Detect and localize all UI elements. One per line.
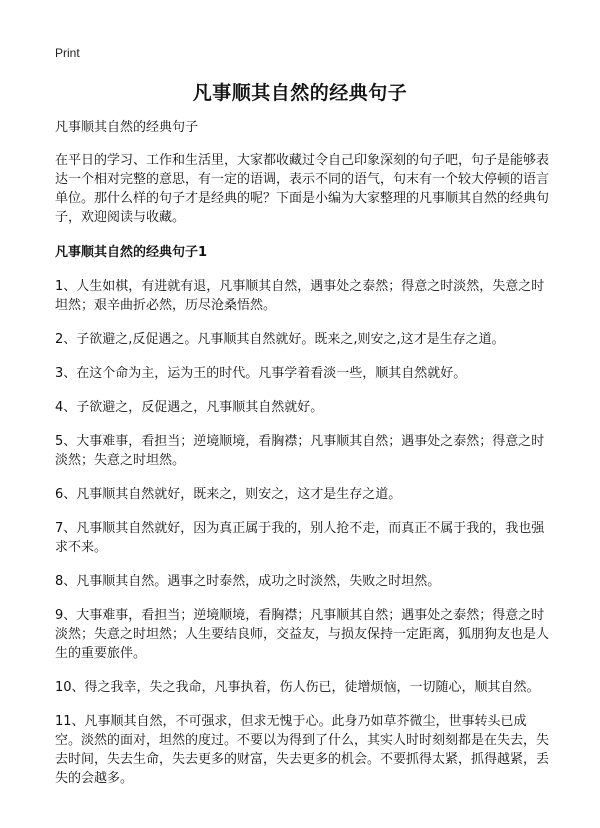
article-subtitle: 凡事顺其自然的经典句子 xyxy=(55,120,199,135)
list-item-7: 7、凡事顺其自然就好，因为真正属于我的，别人抢不走，而真正不属于我的，我也强求不来。 xyxy=(55,521,545,555)
intro-paragraph: 在平日的学习、工作和生活里，大家都收藏过令自己印象深刻的句子吧，句子是能够表达一个相对完整的意思，有一定的语调，表示不同的语气，句末有一个较大停顿的语言单位。那什么样的句子才是经典的呢？下面是小编为大家整理的凡事顺其自然的经典句子，欢迎阅读与收藏。 xyxy=(55,153,550,225)
page-title: 凡事顺其自然的经典句子 xyxy=(192,82,408,104)
article-body xyxy=(55,118,550,803)
list-item-9: 9、大事难事，看担当；逆境顺境，看胸襟；凡事顺其自然；遇事处之泰然；得意之时淡然；失意之时坦然；人生要结良师，交益友，与损友保持一定距离，狐朋狗友也是人生的重要旅伴。 xyxy=(55,608,550,661)
list-item-3: 3、在这个命为主，运为王的时代。凡事学着看淡一些，顺其自然就好。 xyxy=(55,366,467,381)
list-item-5: 5、大事难事，看担当；逆境顺境，看胸襟；凡事顺其自然；遇事处之泰然；得意之时淡然；失意之时坦然。 xyxy=(55,434,545,468)
print-link[interactable]: Print xyxy=(55,46,80,60)
list-item-1: 1、人生如棋，有进就有退，凡事顺其自然，遇事处之泰然；得意之时淡然，失意之时坦然；艰辛曲折必然，历尽沧桑悟然。 xyxy=(55,279,545,313)
list-item-6: 6、凡事顺其自然就好，既来之，则安之，这才是生存之道。 xyxy=(55,487,402,502)
list-item-4: 4、子欲避之，反促遇之，凡事顺其自然就好。 xyxy=(55,400,324,415)
section-heading: 凡事顺其自然的经典句子1 xyxy=(55,245,208,260)
list-item-2: 2、子欲避之,反促遇之。凡事顺其自然就好。既来之,则安之,这才是生存之道。 xyxy=(55,332,505,347)
list-item-8: 8、凡事顺其自然。遇事之时泰然，成功之时淡然，失败之时坦然。 xyxy=(55,574,441,589)
list-item-11: 11、凡事顺其自然，不可强求，但求无愧于心。此身乃如草芥微尘，世事转头已成空。淡然的面对，坦然的度过。不要以为得到了什么，其实人时时刻刻都是在失去，失去时间，失去生命，失去更多的财富，失去更多的机会。不要抓得太紧，抓得越紧，丢失的会越多。 xyxy=(55,714,550,786)
list-item-10: 10、得之我幸，失之我命，凡事执着，伤人伤已，徒增烦恼，一切随心，顺其自然。 xyxy=(55,680,540,695)
